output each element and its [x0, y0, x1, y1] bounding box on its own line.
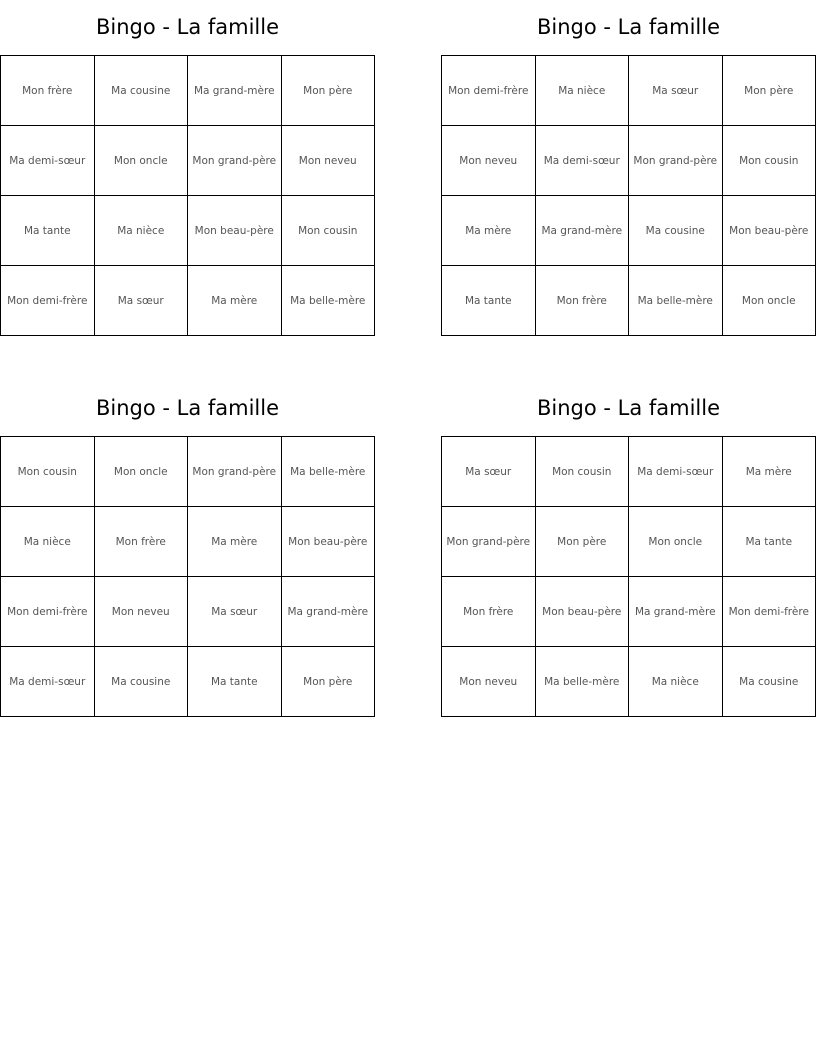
bingo-cell: Ma cousine	[629, 196, 723, 266]
bingo-cell: Mon beau-père	[282, 507, 376, 577]
bingo-cell: Mon neveu	[442, 647, 536, 717]
bingo-cell: Ma sœur	[188, 577, 282, 647]
bingo-cell: Mon grand-père	[188, 126, 282, 196]
bingo-grid	[441, 55, 816, 336]
bingo-cell: Ma tante	[1, 196, 95, 266]
bingo-cell: Ma belle-mère	[282, 437, 376, 507]
bingo-cell: Mon neveu	[282, 126, 376, 196]
bingo-cell: Ma cousine	[95, 56, 189, 126]
bingo-cell: Mon cousin	[282, 196, 376, 266]
bingo-cell: Mon oncle	[723, 266, 816, 336]
bingo-cell: Mon beau-père	[188, 196, 282, 266]
bingo-cell: Ma grand-mère	[282, 577, 376, 647]
card-title: Bingo - La famille	[536, 396, 721, 420]
bingo-cell: Mon cousin	[1, 437, 95, 507]
bingo-cell: Mon grand-père	[442, 507, 536, 577]
bingo-cell: Ma sœur	[442, 437, 536, 507]
bingo-cell: Ma sœur	[629, 56, 723, 126]
bingo-cell: Ma nièce	[536, 56, 630, 126]
bingo-cell: Mon frère	[1, 56, 95, 126]
bingo-card-3	[0, 381, 375, 717]
bingo-cell: Ma demi-sœur	[536, 126, 630, 196]
bingo-card-1	[0, 0, 375, 336]
bingo-cell: Ma tante	[723, 507, 816, 577]
bingo-cell: Ma demi-sœur	[629, 437, 723, 507]
bingo-cell: Mon père	[282, 56, 376, 126]
bingo-cell: Ma grand-mère	[629, 577, 723, 647]
bingo-cell: Ma mère	[188, 266, 282, 336]
bingo-grid	[0, 436, 375, 717]
bingo-cell: Ma nièce	[1, 507, 95, 577]
bingo-cell: Mon demi-frère	[1, 577, 95, 647]
bingo-cell: Mon frère	[95, 507, 189, 577]
bingo-card-2	[441, 0, 816, 336]
bingo-cell: Ma tante	[188, 647, 282, 717]
bingo-cell: Mon beau-père	[723, 196, 816, 266]
bingo-grid	[0, 55, 375, 336]
bingo-cell: Mon demi-frère	[723, 577, 816, 647]
card-title: Bingo - La famille	[95, 396, 280, 420]
card-title: Bingo - La famille	[536, 15, 721, 39]
bingo-cell: Ma mère	[723, 437, 816, 507]
bingo-cell: Mon frère	[442, 577, 536, 647]
bingo-cell: Ma demi-sœur	[1, 647, 95, 717]
card-title: Bingo - La famille	[95, 15, 280, 39]
bingo-cell: Mon frère	[536, 266, 630, 336]
bingo-cell: Ma grand-mère	[536, 196, 630, 266]
bingo-cell: Ma cousine	[723, 647, 816, 717]
bingo-cell: Ma cousine	[95, 647, 189, 717]
bingo-cell: Ma grand-mère	[188, 56, 282, 126]
bingo-grid	[441, 436, 816, 717]
bingo-cell: Mon père	[723, 56, 816, 126]
bingo-cell: Ma tante	[442, 266, 536, 336]
bingo-cell: Mon père	[282, 647, 376, 717]
bingo-cell: Mon neveu	[95, 577, 189, 647]
bingo-cell: Ma demi-sœur	[1, 126, 95, 196]
bingo-cell: Mon cousin	[536, 437, 630, 507]
bingo-cell: Ma belle-mère	[629, 266, 723, 336]
bingo-cell: Ma belle-mère	[282, 266, 376, 336]
bingo-cell: Ma mère	[442, 196, 536, 266]
bingo-cell: Mon cousin	[723, 126, 816, 196]
bingo-cell: Ma nièce	[95, 196, 189, 266]
bingo-cell: Ma nièce	[629, 647, 723, 717]
bingo-cell: Ma belle-mère	[536, 647, 630, 717]
bingo-cell: Ma mère	[188, 507, 282, 577]
bingo-cell: Mon grand-père	[629, 126, 723, 196]
bingo-cell: Mon oncle	[629, 507, 723, 577]
bingo-card-4	[441, 381, 816, 717]
bingo-cell: Ma sœur	[95, 266, 189, 336]
bingo-cell: Mon grand-père	[188, 437, 282, 507]
bingo-cell: Mon demi-frère	[1, 266, 95, 336]
bingo-cell: Mon neveu	[442, 126, 536, 196]
bingo-cell: Mon père	[536, 507, 630, 577]
bingo-cell: Mon demi-frère	[442, 56, 536, 126]
bingo-cell: Mon oncle	[95, 437, 189, 507]
bingo-cell: Mon oncle	[95, 126, 189, 196]
bingo-cell: Mon beau-père	[536, 577, 630, 647]
